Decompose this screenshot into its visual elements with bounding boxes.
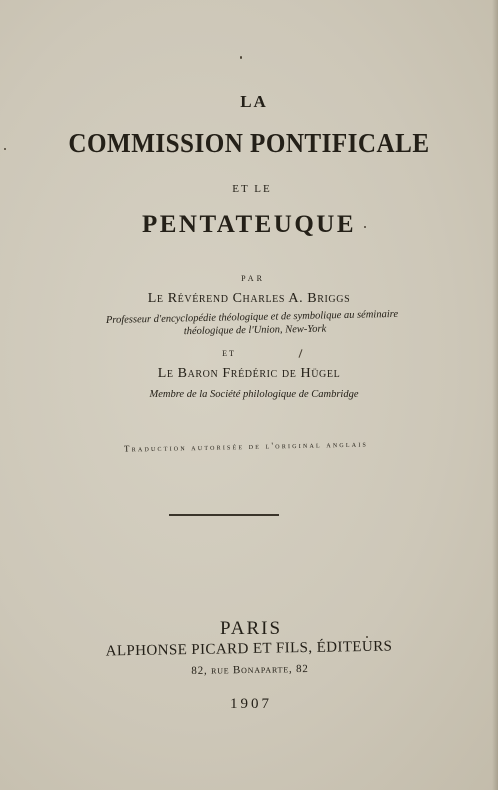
author-1-description-line-2: théologique de l'Union, New-York xyxy=(183,323,327,338)
conjunction-et-le: ET LE xyxy=(232,183,272,195)
publisher-address: 82, rue Bonaparte, 82 xyxy=(191,662,309,678)
paper-speck xyxy=(366,636,368,638)
publisher: ALPHONSE PICARD ET FILS, ÉDITEURS xyxy=(105,638,393,660)
author-2-description: Membre de la Société philologique de Cambridge xyxy=(149,389,359,400)
paper-speck xyxy=(240,56,242,59)
paper-speck xyxy=(364,226,366,228)
by-label: PAR xyxy=(241,274,265,283)
publication-city: PARIS xyxy=(219,618,283,639)
main-title: COMMISSION PONTIFICALE xyxy=(68,128,430,158)
conjunction-et: ET xyxy=(222,349,236,358)
title-article: LA xyxy=(240,92,268,111)
page-edge-shadow xyxy=(492,0,498,790)
paper-speck xyxy=(4,148,6,150)
publication-year: 1907 xyxy=(230,696,272,712)
translation-note: Traduction autorisée de l'original anglais xyxy=(123,438,369,454)
divider-rule xyxy=(169,514,279,516)
author-2-name: Le Baron Frédéric de Hügel xyxy=(157,366,341,381)
subtitle: PENTATEUQUE xyxy=(141,211,357,238)
author-1-description-line-1: Professeur d'encyclopédie théologique et de symbolique au séminaire xyxy=(105,308,399,326)
author-1-name: Le Révérend Charles A. Briggs xyxy=(147,291,351,306)
